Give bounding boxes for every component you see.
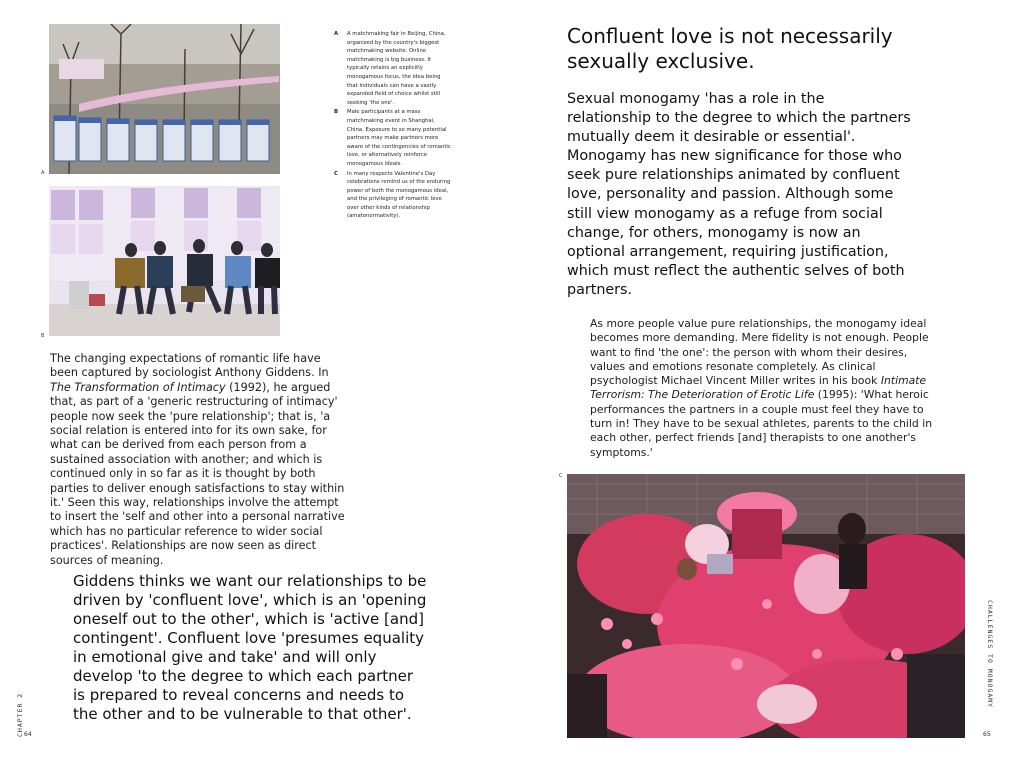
right-pull-paragraph: Sexual monogamy 'has a role in the relationship to the degree to which the partners mutually deem it desirable or essential'. Monogamy has new significance for those who seek pure relationships animated by confluent love, personality and passion. Although some still view monogamy as a refuge from social change, for others, monogamy is now an optional arrangement, requiring justification, which must reflect the authentic selves of both partners. [567, 91, 911, 298]
caption-a-text: A matchmaking fair in Beijing, China, organized by the country's biggest matchmaking website. Online matchmaking is big business. It typically retains an explicitly monogamous focus, the idea being that individuals can have a vastly expanded field of choice whilst still seeking 'the one'. [347, 31, 446, 106]
figure-letter-c: C [559, 473, 563, 479]
book-spread: A B A A matchmaking fair in Beijing, China, organized by the country's biggest matchmaking website. Online matchmaking is big business. It typically retains an explicitly monogamous focus, the idea being that individuals can have a vastly expanded field of choice whilst still seeking 'the one'. B Male participants at a mass matchmaking event in Shanghai, China. Exposure to so many potential partners may make partners more aware of the contingencies of romantic love, or alternatively reinforce monogamous ideals. C In many respects Valentine's Day celebrations remind us of the enduring power of both the monogamous ideal, and the privileging of romantic love over other kinds of relationship (amatonormativity). The changing expectations of romantic life have been captured by sociologist Anthony Giddens. In The Transformation of Intimacy (1992), he argued that, as part of a 'generic restructuring of intimacy' people now seek the 'pure relationship'; that is, 'a social relation is entered into for its own sake, for what can be derived from each person from a sustained association with another; and which is continued only in so far as it is thought by both parties to deliver enough satisfactions to stay within it.' Seen this way, relationships involve the attempt to insert the 'self and other into a personal narrative which has no particular reference to wider social practices'. Relationships are now seen as direct sources of meaning. Giddens thinks we want our relationships to be driven by 'confluent love', which is an 'opening oneself out to the other', which is 'active [and] contingent'. Confluent love 'presumes equality in emotional give and take' and will only develop 'to the degree to which each partner is prepared to reveal concerns and needs to the other and to be vulnerable to that other'. Confluent love is not necessarily sexually exclusive. Sexual monogamy 'has a role in the relationship to the degree to which the partners mutually deem it desirable or essential'. Monogamy has new significance for those who seek pure relationships animated by confluent love, personality and passion. Although some still view monogamy as a refuge from social change, for others, monogamy is now an optional arrangement, requiring justification, which must reflect the authentic selves of both partners. As more people value pure relationships, the monogamy ideal becomes more demanding. Mere fidelity is not enough. People want to find 'the one': the person with whom their desires, values and emotions resonate completely. As clinical psychologist Michael Vincent Miller writes in his book Intimate Terrorism: The Deterioration of Erotic Life (1995): 'What heroic performances the partners in a couple must feel they have to turn in! They have to be sexual athletes, parents to the child in each other, perfect friends [and] therapists to one another's symptoms.' C CHAPTER 2 64 CHALLENGES TO MONOGAMY 65 [0, 0, 1012, 758]
photo-male-participants [49, 186, 280, 336]
running-head-chapter: CHAPTER 2 [16, 692, 24, 737]
photo-valentines-flowers [567, 474, 965, 738]
right-headline: Confluent love is not necessarily sexually exclusive. [567, 24, 893, 73]
left-body-book-title: The Transformation of Intimacy [50, 380, 226, 394]
photo-a-image [49, 24, 280, 174]
caption-c-letter: C [334, 170, 338, 177]
caption-a [334, 30, 452, 107]
photo-c-image [567, 474, 965, 738]
page-number-right: 65 [983, 730, 991, 738]
caption-b-text: Male participants at a mass matchmaking event in Shanghai, China. Exposure to so many potential partners may make partners more aware of the contingencies of romantic love, or alternatively reinforce monogamous ideals. [347, 109, 451, 167]
caption-b-letter: B [334, 109, 339, 116]
caption-b [334, 108, 452, 168]
figure-letter-b: B [41, 333, 45, 339]
left-pull-paragraph: Giddens thinks we want our relationships to be driven by 'confluent love', which is an 'opening oneself out to the other', which is 'active [and] contingent'. Confluent love 'presumes equality in emotional give and take' and will only develop 'to the degree to which each partner is prepared to reveal concerns and needs to the other and to be vulnerable to that other'. [73, 572, 427, 723]
left-body-part-2: (1992), he argued that, as part of a 'generic restructuring of intimacy' people now seek the 'pure relationship'; that is, 'a social relation is entered into for its own sake, for what can be derived from each person from a sustained association with another; and which is continued only in so far as it is thought by both parties to deliver enough satisfactions to stay within it.' Seen this way, relationships involve the attempt to insert the 'self and other into a personal narrative which has no particular reference to wider social practices'. Relationships are now seen as direct sources of meaning. [50, 380, 345, 567]
caption-a-letter: A [334, 31, 339, 37]
photo-b-image [49, 186, 280, 336]
captions-column [334, 30, 452, 221]
page-number-left: 64 [24, 730, 32, 738]
figure-letter-a: A [41, 170, 45, 176]
caption-c [334, 170, 452, 222]
left-body-part-1: The changing expectations of romantic life have been captured by sociologist Anthony Giddens. In [50, 352, 329, 380]
right-quote-part-2: (1995): 'What heroic performances the partners in a couple must feel they have to turn in! They have to be sexual athletes, parents to the child in each other, perfect friends [and] therapists to one another's symptoms.' [590, 388, 933, 459]
left-body-text [50, 352, 350, 568]
caption-c-text: In many respects Valentine's Day celebrations remind us of the enduring power of both the monogamous ideal, and the privileging of romantic love over other kinds of relationship (amatonormativity). [347, 170, 451, 220]
right-quote-paragraph [590, 317, 945, 460]
right-quote-part-1: As more people value pure relationships, the monogamy ideal becomes more demanding. Mere fidelity is not enough. People want to find 'the one': the person with whom their desires, values and emotions resonate completely. As clinical psychologist Michael Vincent Miller writes in his book [590, 317, 929, 388]
photo-matchmaking-fair [49, 24, 280, 174]
right-quote-book-title: Intimate Terrorism: The Deterioration of Erotic Life [590, 374, 927, 402]
